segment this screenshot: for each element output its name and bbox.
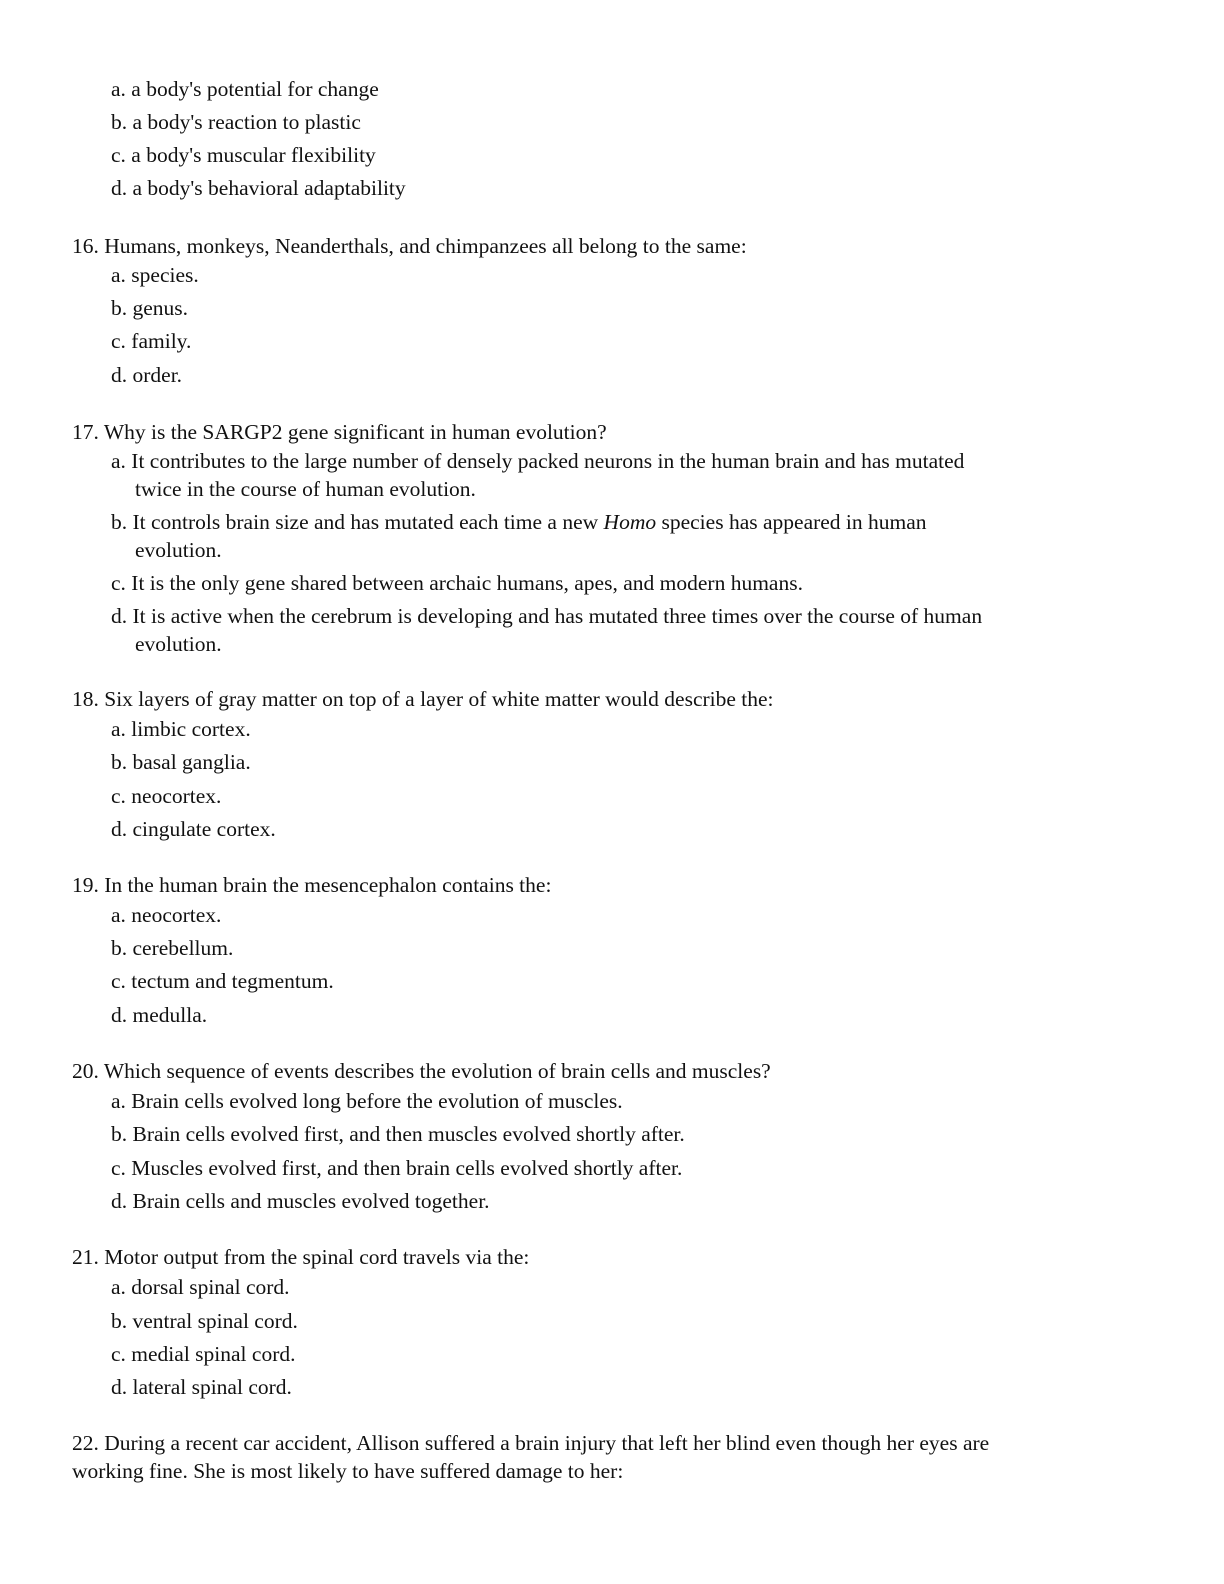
q19-option-a: a. neocortex. — [111, 903, 222, 927]
q17-option-d-line1: d. It is active when the cerebrum is developing and has mutated three times over the course of human — [111, 604, 983, 628]
q15-option-b: b. a body's reaction to plastic — [111, 110, 361, 134]
q20-option-a: a. Brain cells evolved long before the evolution of muscles. — [111, 1089, 623, 1113]
q21-option-d: d. lateral spinal cord. — [111, 1375, 292, 1399]
q16-stem: 16. Humans, monkeys, Neanderthals, and chimpanzees all belong to the same: — [72, 234, 747, 258]
q17-option-c: c. It is the only gene shared between archaic humans, apes, and modern humans. — [111, 571, 803, 595]
q17-option-a-line1: a. It contributes to the large number of densely packed neurons in the human brain and has mutated — [111, 449, 965, 473]
q15-option-d: d. a body's behavioral adaptability — [111, 176, 406, 200]
q16-option-a: a. species. — [111, 263, 199, 287]
q17-option-a-line2: twice in the course of human evolution. — [135, 477, 476, 501]
q17-option-b-pre: b. It controls brain size and has mutated each time a new — [111, 510, 604, 534]
q20-option-c: c. Muscles evolved first, and then brain cells evolved shortly after. — [111, 1156, 683, 1180]
q20-option-b: b. Brain cells evolved first, and then muscles evolved shortly after. — [111, 1122, 685, 1146]
q17-option-b-line1 — [111, 509, 927, 535]
q15-option-a: a. a body's potential for change — [111, 77, 379, 101]
q19-option-d: d. medulla. — [111, 1003, 208, 1027]
q22-stem-line2: working fine. She is most likely to have suffered damage to her: — [72, 1459, 624, 1483]
q17-option-b-italic: Homo — [603, 510, 657, 534]
q18-option-b: b. basal ganglia. — [111, 750, 251, 774]
q19-option-c: c. tectum and tegmentum. — [111, 969, 334, 993]
q20-option-d: d. Brain cells and muscles evolved together. — [111, 1189, 490, 1213]
q18-stem: 18. Six layers of gray matter on top of a layer of white matter would describe the: — [72, 687, 774, 711]
q19-option-b: b. cerebellum. — [111, 936, 234, 960]
q21-option-c: c. medial spinal cord. — [111, 1342, 296, 1366]
q17-option-b-line2: evolution. — [135, 538, 222, 562]
q17-stem: 17. Why is the SARGP2 gene significant in human evolution? — [72, 420, 607, 444]
q16-option-d: d. order. — [111, 363, 183, 387]
q16-option-c: c. family. — [111, 329, 192, 353]
q17-option-b-post: species has appeared in human — [656, 510, 927, 534]
q21-stem: 21. Motor output from the spinal cord travels via the: — [72, 1245, 530, 1269]
q17-option-d-line2: evolution. — [135, 632, 222, 656]
q21-option-a: a. dorsal spinal cord. — [111, 1275, 290, 1299]
q22-stem-line1: 22. During a recent car accident, Allison suffered a brain injury that left her blind even though her eyes are — [72, 1431, 990, 1455]
q19-stem: 19. In the human brain the mesencephalon contains the: — [72, 873, 552, 897]
q18-option-a: a. limbic cortex. — [111, 717, 251, 741]
q15-option-c: c. a body's muscular flexibility — [111, 143, 376, 167]
q16-option-b: b. genus. — [111, 296, 189, 320]
q21-option-b: b. ventral spinal cord. — [111, 1309, 298, 1333]
q20-stem: 20. Which sequence of events describes the evolution of brain cells and muscles? — [72, 1059, 771, 1083]
q18-option-d: d. cingulate cortex. — [111, 817, 276, 841]
q18-option-c: c. neocortex. — [111, 784, 222, 808]
